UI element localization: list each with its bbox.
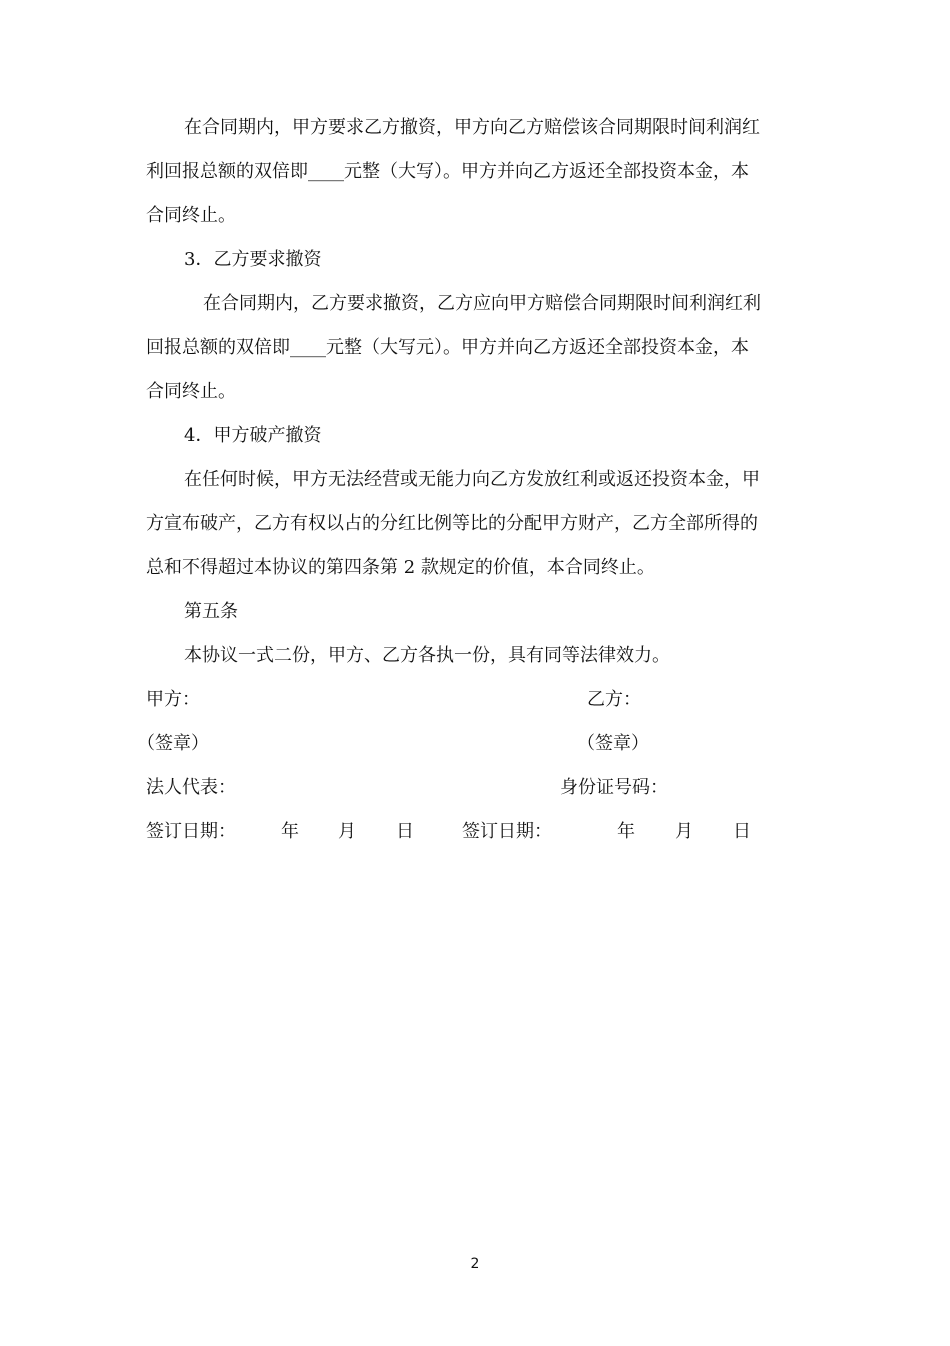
page-number: 2 bbox=[470, 1256, 480, 1272]
sign-date-a-label: 签订日期： bbox=[146, 821, 236, 842]
paragraph-4-line-1: 本协议一式二份，甲方、乙方各执一份，具有同等法律效力。 bbox=[184, 645, 670, 666]
paragraph-1-line-1: 在合同期内，甲方要求乙方撤资，甲方向乙方赔偿该合同期限时间利润红 bbox=[184, 117, 760, 138]
party-a-label: 甲方： bbox=[146, 689, 200, 710]
paragraph-3-line-3: 总和不得超过本协议的第四条第 2 款规定的价值，本合同终止。 bbox=[146, 557, 655, 578]
sign-date-a-day: 日 bbox=[396, 821, 414, 842]
article-5-heading: 第五条 bbox=[184, 601, 238, 622]
legal-representative-label: 法人代表： bbox=[146, 777, 236, 798]
paragraph-3-line-2: 方宣布破产，乙方有权以占的分红比例等比的分配甲方财产，乙方全部所得的 bbox=[146, 513, 758, 534]
sign-date-b-day: 日 bbox=[733, 821, 751, 842]
paragraph-3-line-1: 在任何时候，甲方无法经营或无能力向乙方发放红利或返还投资本金，甲 bbox=[184, 469, 760, 490]
paragraph-2-line-1: 在合同期内，乙方要求撤资，乙方应向甲方赔偿合同期限时间利润红利 bbox=[203, 293, 761, 314]
paragraph-2-line-3: 合同终止。 bbox=[146, 381, 236, 402]
sign-date-b-year: 年 bbox=[617, 821, 635, 842]
heading-3: 3．乙方要求撤资 bbox=[184, 249, 322, 270]
paragraph-2-line-2: 回报总额的双倍即____元整（大写元）。甲方并向乙方返还全部投资本金，本 bbox=[146, 337, 749, 358]
paragraph-1-line-2: 利回报总额的双倍即____元整（大写）。甲方并向乙方返还全部投资本金，本 bbox=[146, 161, 749, 182]
heading-4: 4．甲方破产撤资 bbox=[184, 425, 322, 446]
sign-date-a-month: 月 bbox=[338, 821, 356, 842]
paragraph-1-line-3: 合同终止。 bbox=[146, 205, 236, 226]
party-b-label: 乙方： bbox=[587, 689, 641, 710]
party-b-seal: （签章） bbox=[577, 733, 649, 754]
sign-date-b-label: 签订日期： bbox=[462, 821, 552, 842]
party-a-seal: （签章） bbox=[137, 733, 209, 754]
sign-date-b-month: 月 bbox=[675, 821, 693, 842]
id-number-label: 身份证号码： bbox=[560, 777, 668, 798]
sign-date-a-year: 年 bbox=[281, 821, 299, 842]
